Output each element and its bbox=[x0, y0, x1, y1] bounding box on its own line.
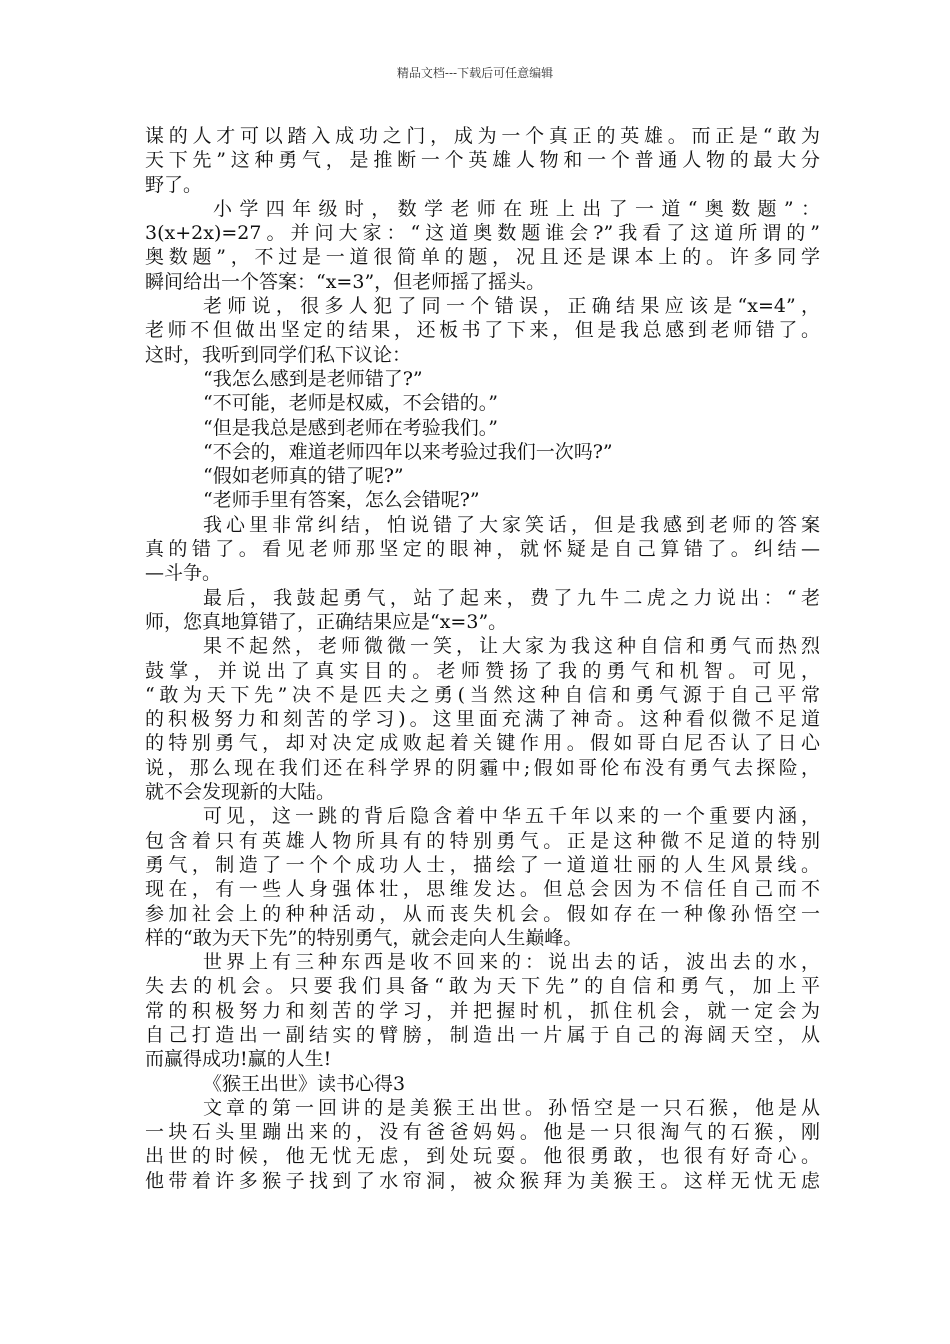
text-line: “假如老师真的错了呢?” bbox=[203, 465, 404, 488]
text-line: 我心里非常纠结，怕说错了大家笑话，但是我感到老师的答案 bbox=[203, 513, 820, 536]
text-line: 最后，我鼓起勇气，站了起来，费了九牛二虎之力说出：“老 bbox=[203, 586, 820, 609]
text-line: 勇气，制造了一个个成功人士，描绘了一道道壮丽的人生风景线。 bbox=[145, 853, 820, 876]
text-line: 他带着许多猴子找到了水帘洞，被众猴拜为美猴王。这样无忧无虑 bbox=[145, 1169, 820, 1192]
text-line: 自己打造出一副结实的臂膀，制造出一片属于自己的海阔天空，从 bbox=[145, 1023, 820, 1046]
text-line: “但是我总是感到老师在考验我们。” bbox=[203, 416, 498, 439]
text-line: 天下先”这种勇气，是推断一个英雄人物和一个普通人物的最大分 bbox=[145, 149, 820, 172]
text-line: “敢为天下先”决不是匹夫之勇(当然这种自信和勇气源于自己平常 bbox=[145, 683, 820, 706]
text-line: “老师手里有答案，怎么会错呢?” bbox=[203, 489, 480, 512]
text-line: 谋的人才可以踏入成功之门，成为一个真正的英雄。而正是“敢为 bbox=[145, 125, 820, 147]
text-line: 常的积极努力和刻苦的学习，并把握时机，抓住机会，就一定会为 bbox=[145, 999, 820, 1022]
text-line: 失去的机会。只要我们具备“敢为天下先”的自信和勇气，加上平 bbox=[145, 975, 820, 998]
text-line: 文章的第一回讲的是美猴王出世。孙悟空是一只石猴，他是从 bbox=[203, 1096, 820, 1119]
text-line: “不会的，难道老师四年以来考验过我们一次吗?” bbox=[203, 440, 613, 463]
text-line: 3(x+2x)=27。并问大家：“这道奥数题谁会?”我看了这道所谓的” bbox=[145, 222, 820, 245]
text-line: 现在，有一些人身强体壮，思维发达。但总会因为不信任自己而不 bbox=[145, 878, 820, 901]
text-line: 老师说，很多人犯了同一个错误，正确结果应该是“x=4”， bbox=[203, 295, 820, 318]
text-line: 参加社会上的种种活动，从而丧失机会。假如存在一种像孙悟空一 bbox=[145, 902, 820, 925]
text-line: 老师不但做出坚定的结果，还板书了下来，但是我总感到老师错了。 bbox=[145, 319, 820, 342]
text-line: 奥数题”，不过是一道很简单的题，况且还是课本上的。许多同学 bbox=[145, 246, 820, 269]
text-line: “不可能，老师是权威，不会错的。” bbox=[203, 392, 498, 415]
text-line: 果不起然，老师微微一笑，让大家为我这种自信和勇气而热烈 bbox=[203, 635, 820, 658]
text-line: 《猴王出世》读书心得3 bbox=[203, 1072, 406, 1095]
page-header: 精品文档---下载后可任意编辑 bbox=[396, 66, 554, 80]
text-line: 可见，这一跳的背后隐含着中华五千年以来的一个重要内涵， bbox=[203, 805, 820, 828]
text-line: —斗争。 bbox=[145, 562, 222, 585]
text-line: 就不会发现新的大陆。 bbox=[145, 781, 336, 804]
document-body bbox=[145, 124, 820, 1193]
text-line: 的积极努力和刻苦的学习)。这里面充满了神奇。这种看似微不足道 bbox=[145, 708, 820, 731]
text-line: “我怎么感到是老师错了?” bbox=[203, 367, 423, 390]
text-line: 师，您真地算错了，正确结果应是“x=3”。 bbox=[145, 610, 508, 633]
text-line: 出世的时候，他无忧无虑，到处玩耍。他很勇敢，也很有好奇心。 bbox=[145, 1145, 820, 1168]
text-line: 野了。 bbox=[145, 173, 203, 196]
text-line: 世界上有三种东西是收不回来的：说出去的话，波出去的水， bbox=[203, 951, 820, 974]
text-line: 小学四年级时，数学老师在班上出了一道“奥数题”： bbox=[213, 197, 820, 220]
text-line: 说，那么现在我们还在科学界的阴霾中;假如哥伦布没有勇气去探险， bbox=[145, 756, 820, 779]
text-line: 这时，我听到同学们私下议论： bbox=[145, 343, 412, 366]
text-line: 瞬间给出一个答案：“x=3”，但老师摇了摇头。 bbox=[145, 270, 546, 293]
text-line: 而赢得成功!赢的人生! bbox=[145, 1048, 332, 1071]
text-line: 样的“敢为天下先”的特别勇气，就会走向人生巅峰。 bbox=[145, 926, 583, 949]
text-line: 鼓掌，并说出了真实目的。老师赞扬了我的勇气和机智。可见， bbox=[145, 659, 820, 682]
text-line: 真的错了。看见老师那坚定的眼神，就怀疑是自己算错了。纠结— bbox=[145, 538, 820, 561]
text-line: 的特别勇气，却对决定成败起着关键作用。假如哥白尼否认了日心 bbox=[145, 732, 820, 755]
text-line: 一块石头里蹦出来的，没有爸爸妈妈。他是一只很淘气的石猴，刚 bbox=[145, 1121, 820, 1144]
text-line: 包含着只有英雄人物所具有的特别勇气。正是这种微不足道的特别 bbox=[145, 829, 820, 852]
